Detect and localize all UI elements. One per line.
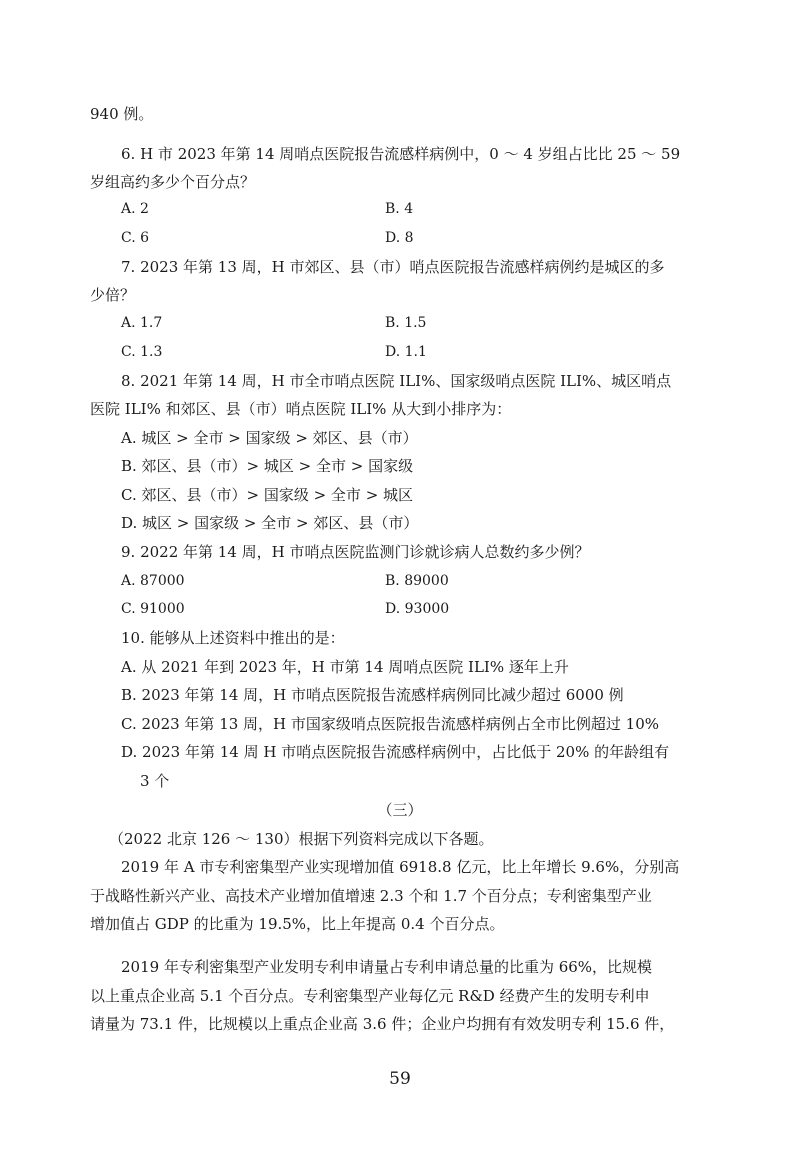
option-a: A. 城区 > 全市 > 国家级 > 郊区、县（市） <box>121 429 418 447</box>
option-b: B. 4 <box>385 201 414 217</box>
paragraph-line: 以上重点企业高 5.1 个百分点。专利密集型产业每亿元 R&D 经费产生的发明专利申 <box>90 987 650 1005</box>
paragraph-line: 2019 年专利密集型产业发明专利申请量占专利申请总量的比重为 66%，比规模 <box>121 958 653 976</box>
option-d: D. 城区 > 国家级 > 全市 > 郊区、县（市） <box>121 514 419 532</box>
question-10: 10. 能够从上述资料中推出的是： <box>121 629 345 647</box>
option-d-continuation: 3 个 <box>140 772 170 790</box>
question-6: 6. H 市 2023 年第 14 周哨点医院报告流感样病例中，0 ～ 4 岁组占比比 25 ～ 59 <box>121 145 681 163</box>
option-c: C. 郊区、县（市）> 国家级 > 全市 > 城区 <box>121 486 414 504</box>
paragraph-line: 2019 年 A 市专利密集型产业实现增加值 6918.8 亿元，比上年增长 9.6%，分别高 <box>121 858 680 876</box>
option-c: C. 91000 <box>121 601 185 617</box>
option-d: D. 8 <box>385 230 414 246</box>
section-intro: （2022 北京 126 ～ 130）根据下列资料完成以下各题。 <box>109 830 494 848</box>
option-c: C. 2023 年第 13 周，H 市国家级哨点医院报告流感样病例占全市比例超过 10% <box>121 715 660 733</box>
paragraph-line: 增加值占 GDP 的比重为 19.5%，比上年提高 0.4 个百分点。 <box>90 915 505 933</box>
question-7: 7. 2023 年第 13 周，H 市郊区、县（市）哨点医院报告流感样病例约是城区的多 <box>121 258 665 276</box>
option-b: B. 2023 年第 14 周，H 市哨点医院报告流感样病例同比减少超过 6000 例 <box>121 686 624 704</box>
text-line: 940 例。 <box>90 105 154 123</box>
option-a: A. 87000 <box>121 573 185 589</box>
option-d: D. 1.1 <box>385 344 427 360</box>
option-d: D. 93000 <box>385 601 450 617</box>
question-9: 9. 2022 年第 14 周，H 市哨点医院监测门诊就诊病人总数约多少例？ <box>121 543 590 561</box>
option-a: A. 2 <box>121 201 149 217</box>
option-a: A. 1.7 <box>121 315 163 331</box>
option-c: C. 6 <box>121 230 150 246</box>
page-number: 59 <box>389 1069 411 1089</box>
text-line: 少倍？ <box>90 286 136 304</box>
section-heading: （三） <box>377 801 423 819</box>
option-a: A. 从 2021 年到 2023 年，H 市第 14 周哨点医院 ILI% 逐年上升 <box>121 658 569 676</box>
option-b: B. 1.5 <box>385 315 427 331</box>
option-c: C. 1.3 <box>121 344 163 360</box>
paragraph-line: 于战略性新兴产业、高技术产业增加值增速 2.3 个和 1.7 个百分点；专利密集型产业 <box>90 887 652 905</box>
text-line: 岁组高约多少个百分点？ <box>90 173 256 191</box>
option-d: D. 2023 年第 14 周 H 市哨点医院报告流感样病例中，占比低于 20% 的年龄组有 <box>121 743 670 761</box>
option-b: B. 郊区、县（市）> 城区 > 全市 > 国家级 <box>121 457 414 475</box>
paragraph-line: 请量为 73.1 件，比规模以上重点企业高 3.6 件；企业户均拥有有效发明专利 15.6 件， <box>90 1015 675 1033</box>
option-b: B. 89000 <box>385 573 449 589</box>
question-8: 8. 2021 年第 14 周，H 市全市哨点医院 ILI%、国家级哨点医院 ILI%、城区哨点 <box>121 372 672 390</box>
text-line: 医院 ILI% 和郊区、县（市）哨点医院 ILI% 从大到小排序为： <box>90 400 512 418</box>
